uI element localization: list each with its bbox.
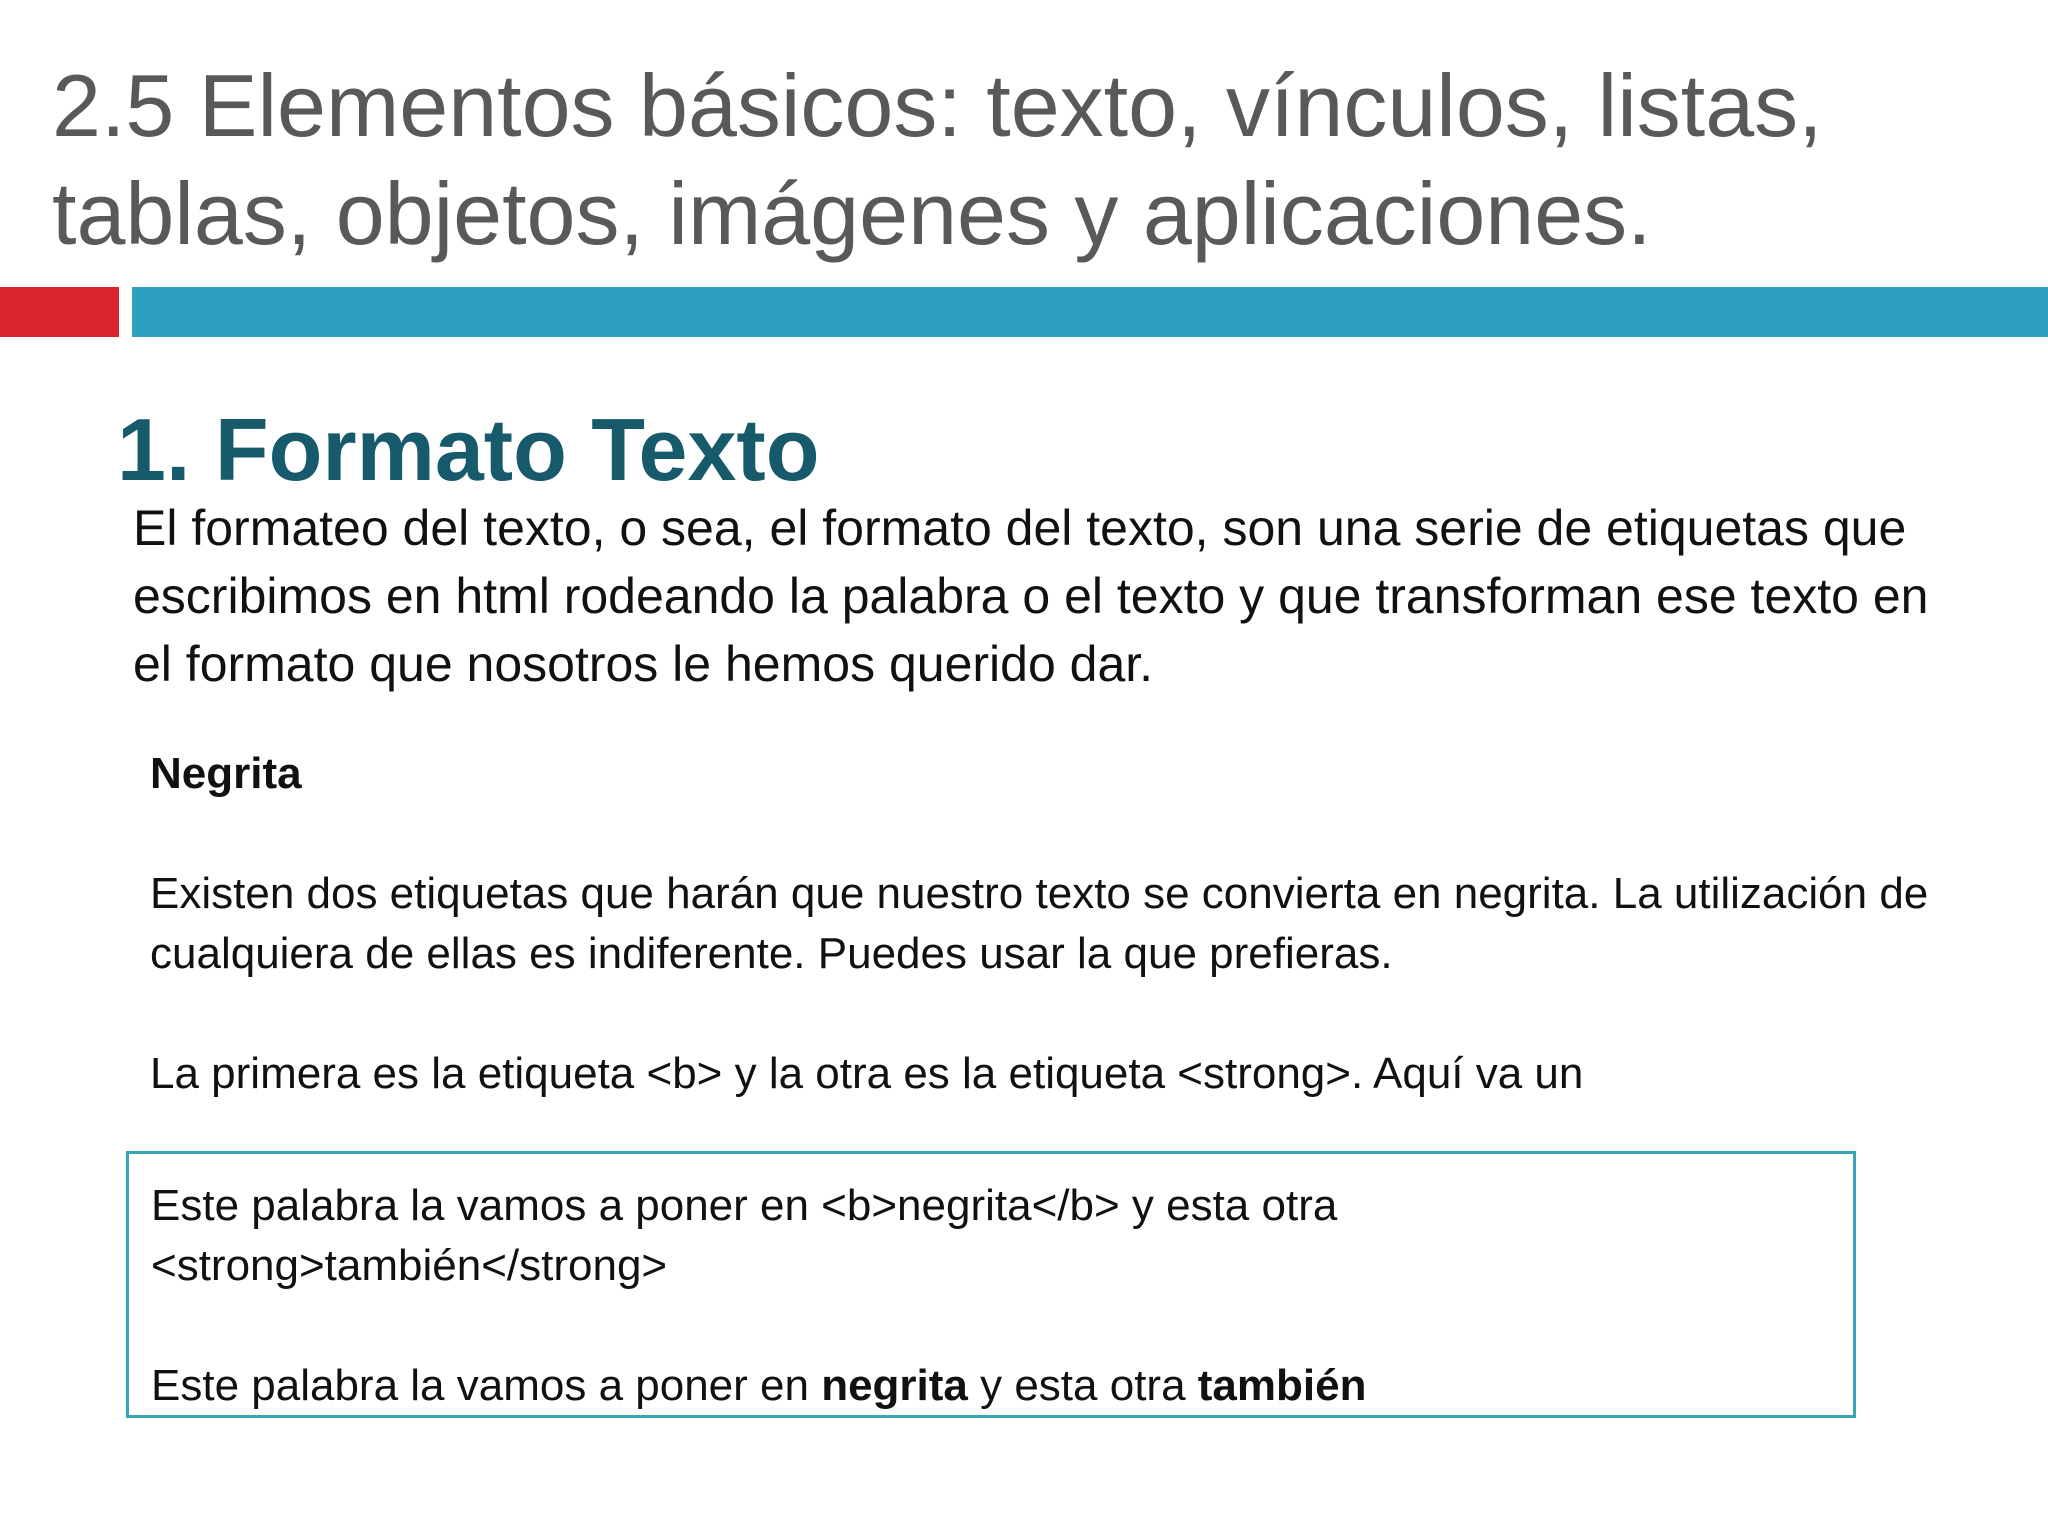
- negrita-heading: Negrita: [150, 749, 302, 798]
- example-code-line-1: Este palabra la vamos a poner en <b>negrita</b> y esta otra: [151, 1181, 1338, 1230]
- slide-title-line-1: 2.5 Elementos básicos: texto, vínculos, listas,: [52, 56, 1823, 155]
- example-code-line-2: <strong>también</strong>: [151, 1241, 668, 1290]
- example-result-text-2: y esta otra: [967, 1361, 1198, 1410]
- example-result-bold-2: también: [1197, 1361, 1367, 1410]
- negrita-paragraph-2: La primera es la etiqueta <b> y la otra es la etiqueta <strong>. Aquí va un: [150, 1049, 1584, 1098]
- accent-bar-blue: [132, 287, 2048, 337]
- negrita-paragraph-1: Existen dos etiquetas que harán que nuestro texto se convierta en negrita. La utilización de cualquiera de ellas es indiferente. Puedes usar la que prefieras.: [150, 869, 1929, 978]
- slide-title-line-2: tablas, objetos, imágenes y aplicaciones.: [52, 164, 1652, 263]
- example-result-bold-1: negrita: [821, 1361, 968, 1410]
- negrita-text-panel[interactable]: [128, 744, 1988, 1153]
- example-box: [126, 1151, 1856, 1418]
- spacer: [128, 804, 1988, 864]
- accent-bar-red: [0, 287, 119, 337]
- example-result: [151, 1356, 1833, 1416]
- section-heading: 1. Formato Texto: [117, 400, 820, 499]
- slide-title: [52, 52, 2012, 268]
- intro-paragraph: El formateo del texto, o sea, el formato del texto, son una serie de etiquetas que escribimos en html rodeando la palabra o el texto y que transforman ese texto en el formato que nosotros le hemos querido dar.: [133, 500, 1929, 692]
- example-result-text-1: Este palabra la vamos a poner en: [151, 1361, 822, 1410]
- spacer: [128, 984, 1988, 1044]
- example-code: [151, 1176, 1833, 1296]
- spacer: [151, 1296, 1833, 1356]
